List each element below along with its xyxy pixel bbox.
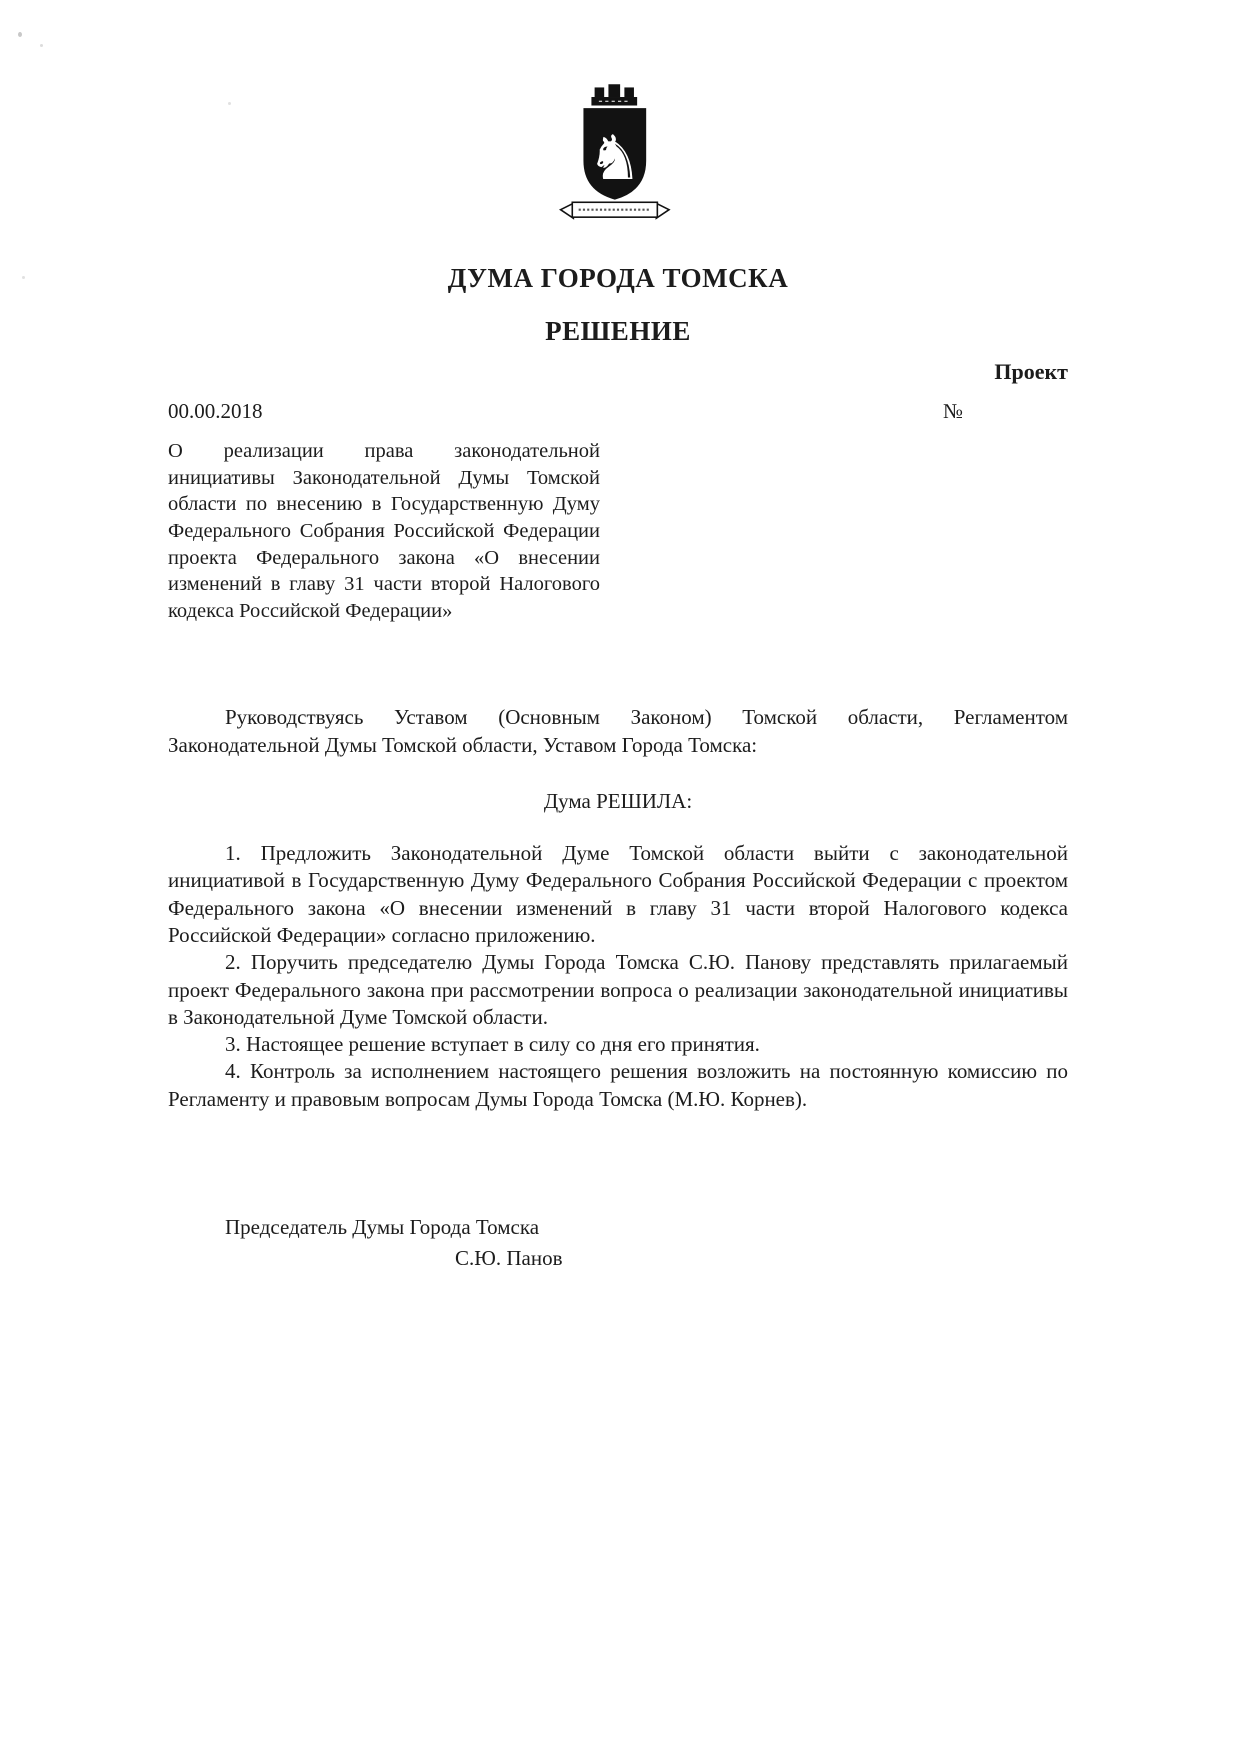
resolution-item-3: 3. Настоящее решение вступает в силу со дня его принятия. bbox=[225, 1032, 760, 1057]
scan-speck bbox=[228, 102, 231, 105]
draft-label: Проект bbox=[994, 359, 1068, 384]
horse-icon: ♞ bbox=[587, 121, 643, 194]
preamble: Руководствуясь Уставом (Основным Законом) Томской области, Регламентом Законодательной Думы Томской области, Уставом Города Томска: bbox=[168, 705, 1068, 757]
signature-name: С.Ю. Панов bbox=[455, 1246, 563, 1271]
signature-title: Председатель Думы Города Томска bbox=[225, 1215, 540, 1240]
resolution-item-2: 2. Поручить председателю Думы Города Томска С.Ю. Панову представлять прилагаемый проект Федерального закона при рассмотрении вопроса о реализации законодательной инициативы в Законодательной Думе Томской области. bbox=[168, 950, 1068, 1029]
org-name: ДУМА ГОРОДА ТОМСКА bbox=[447, 263, 789, 293]
shield-icon bbox=[584, 109, 646, 199]
resolution-item-4: 4. Контроль за исполнением настоящего решения возложить на постоянную комиссию по Регламенту и правовым вопросам Думы Города Томска (М.Ю. Корнев). bbox=[168, 1059, 1068, 1111]
resolution-items bbox=[168, 840, 1068, 1113]
scan-speck bbox=[40, 44, 43, 47]
resolution-item-1: 1. Предложить Законодательной Думе Томской области выйти с законодательной инициативой в Государственную Думу Федерального Собрания Российской Федерации с проектом Федерального закона «О внесении изменений в главу 31 части второй Налогового кодекса Российской Федерации» согласно приложению. bbox=[168, 841, 1068, 947]
doc-date: 00.00.2018 bbox=[168, 399, 263, 423]
coat-of-arms-graphic bbox=[543, 80, 693, 248]
doc-number-label: № bbox=[942, 399, 963, 423]
coat-of-arms bbox=[543, 80, 693, 253]
date-number-row bbox=[168, 399, 1068, 424]
scan-speck bbox=[18, 32, 22, 37]
ribbon-icon bbox=[561, 202, 669, 218]
scan-speck bbox=[22, 276, 25, 279]
resolution-heading: Дума РЕШИЛА: bbox=[543, 789, 693, 814]
subject-block: О реализации права законодательной инициативы Законодательной Думы Томской области по внесению в Государственную Думу Федерального Собрания Российской Федерации проекта Федерального закона «О внесении изменений в главу 31 части второй Налогового кодекса Российской Федерации» bbox=[168, 440, 600, 622]
signature-block bbox=[168, 1215, 1068, 1271]
crown-icon bbox=[591, 84, 637, 105]
doc-type-title: РЕШЕНИЕ bbox=[545, 316, 691, 346]
